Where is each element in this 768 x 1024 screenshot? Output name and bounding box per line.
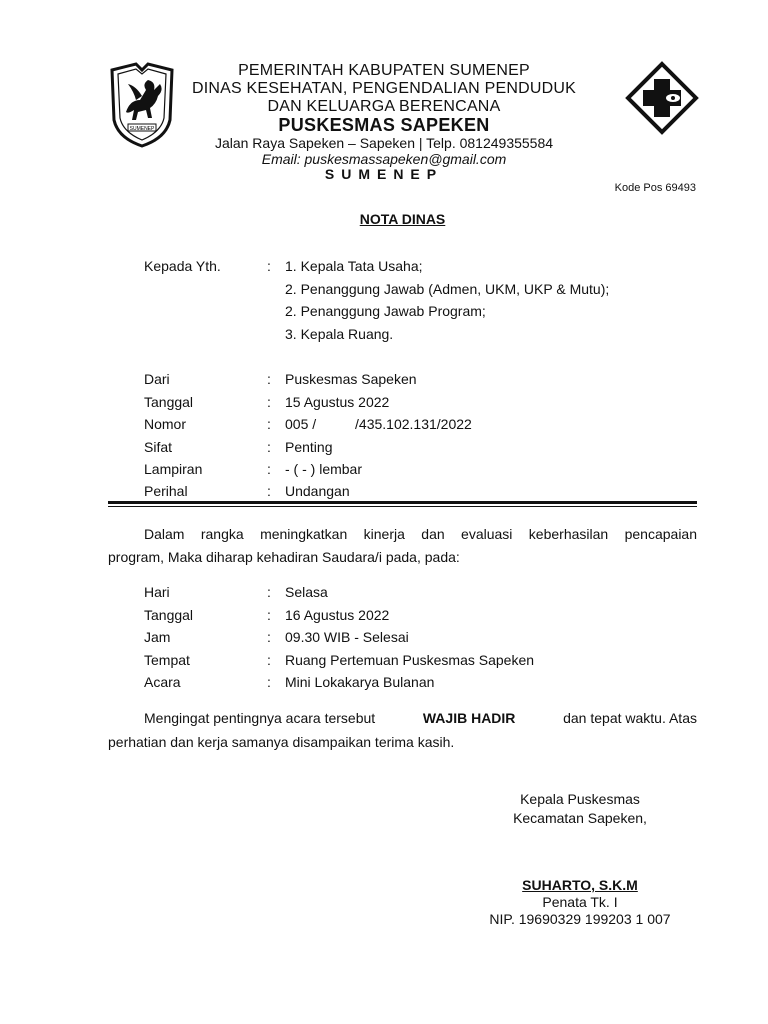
meta-label-sifat: Sifat (144, 439, 173, 455)
document-title: NOTA DINAS (359, 211, 446, 227)
closing-line-2: perhatian dan kerja samanya disampaikan terima kasih. (108, 734, 455, 750)
event-label-jam: Jam (144, 629, 171, 645)
meta-colon: : (267, 439, 271, 455)
event-label-tanggal: Tanggal (144, 607, 194, 623)
intro-line-1: Dalam rangka meningkatkan kinerja dan evaluasi keberhasilan pencapaian (144, 526, 697, 542)
event-value-acara: Mini Lokakarya Bulanan (285, 674, 435, 690)
recipient-colon: : (267, 258, 271, 274)
meta-value-tanggal: 15 Agustus 2022 (285, 394, 390, 410)
recipient-item: 3. Kepala Ruang. (285, 326, 394, 342)
meta-colon: : (267, 483, 271, 499)
event-value-tempat: Ruang Pertemuan Puskesmas Sapeken (285, 652, 535, 668)
recipient-label: Kepada Yth. (144, 258, 221, 274)
recipient-item: 2. Penanggung Jawab (Admen, UKM, UKP & Mutu); (285, 281, 610, 297)
event-colon: : (267, 607, 271, 623)
closing-line-1 (144, 710, 697, 726)
meta-value-perihal: Undangan (285, 483, 350, 499)
signature-position-2: Kecamatan Sapeken, (513, 810, 647, 826)
meta-label-dari: Dari (144, 371, 170, 387)
meta-colon: : (267, 461, 271, 477)
divider-thin (108, 506, 697, 507)
header-line-2: DINAS KESEHATAN, PENGENDALIAN PENDUDUK (192, 80, 576, 97)
meta-value-lampiran: - ( - ) lembar (285, 461, 362, 477)
event-colon: : (267, 629, 271, 645)
signatory-rank: Penata Tk. I (542, 894, 618, 910)
recipient-item: 2. Penanggung Jawab Program; (285, 303, 486, 319)
event-colon: : (267, 652, 271, 668)
header-line-3: DAN KELUARGA BERENCANA (267, 98, 501, 115)
event-value-tanggal: 16 Agustus 2022 (285, 607, 390, 623)
meta-colon: : (267, 394, 271, 410)
wajib-hadir-emphasis: WAJIB HADIR (422, 710, 516, 726)
meta-label-nomor: Nomor (144, 416, 187, 432)
recipient-item: 1. Kepala Tata Usaha; (285, 258, 423, 274)
meta-colon: : (267, 416, 271, 432)
event-label-hari: Hari (144, 584, 170, 600)
closing-text-pre: Mengingat pentingnya acara tersebut (144, 710, 376, 726)
header-puskesmas-name: PUSKESMAS SAPEKEN (278, 115, 490, 135)
event-colon: : (267, 674, 271, 690)
signatory-name: SUHARTO, S.K.M (522, 877, 638, 893)
event-colon: : (267, 584, 271, 600)
header-city: SUMENEP (324, 166, 444, 182)
event-value-jam: 09.30 WIB - Selesai (285, 629, 409, 645)
crest-text: SUMENEP (129, 126, 155, 132)
meta-label-tanggal: Tanggal (144, 394, 194, 410)
meta-value-dari: Puskesmas Sapeken (285, 371, 417, 387)
signatory-nip: NIP. 19690329 199203 1 007 (489, 911, 671, 927)
meta-label-lampiran: Lampiran (144, 461, 203, 477)
meta-label-perihal: Perihal (144, 483, 188, 499)
header-address: Jalan Raya Sapeken – Sapeken | Telp. 081249355584 (214, 135, 554, 151)
header-line-1: PEMERINTAH KABUPATEN SUMENEP (238, 62, 530, 79)
meta-colon: : (267, 371, 271, 387)
meta-value-nomor: 005 / /435.102.131/2022 (285, 416, 472, 432)
signature-position-1: Kepala Puskesmas (520, 791, 640, 807)
intro-line-2: program, Maka diharap kehadiran Saudara/i pada, pada: (108, 549, 460, 565)
divider-thick (108, 501, 697, 504)
kode-pos: Kode Pos 69493 (614, 182, 696, 194)
closing-text-post: dan tepat waktu. Atas (563, 710, 697, 726)
event-label-acara: Acara (144, 674, 181, 690)
header-email: Email: puskesmassapeken@gmail.com (261, 151, 507, 167)
event-value-hari: Selasa (285, 584, 328, 600)
event-label-tempat: Tempat (144, 652, 190, 668)
meta-value-sifat: Penting (285, 439, 333, 455)
